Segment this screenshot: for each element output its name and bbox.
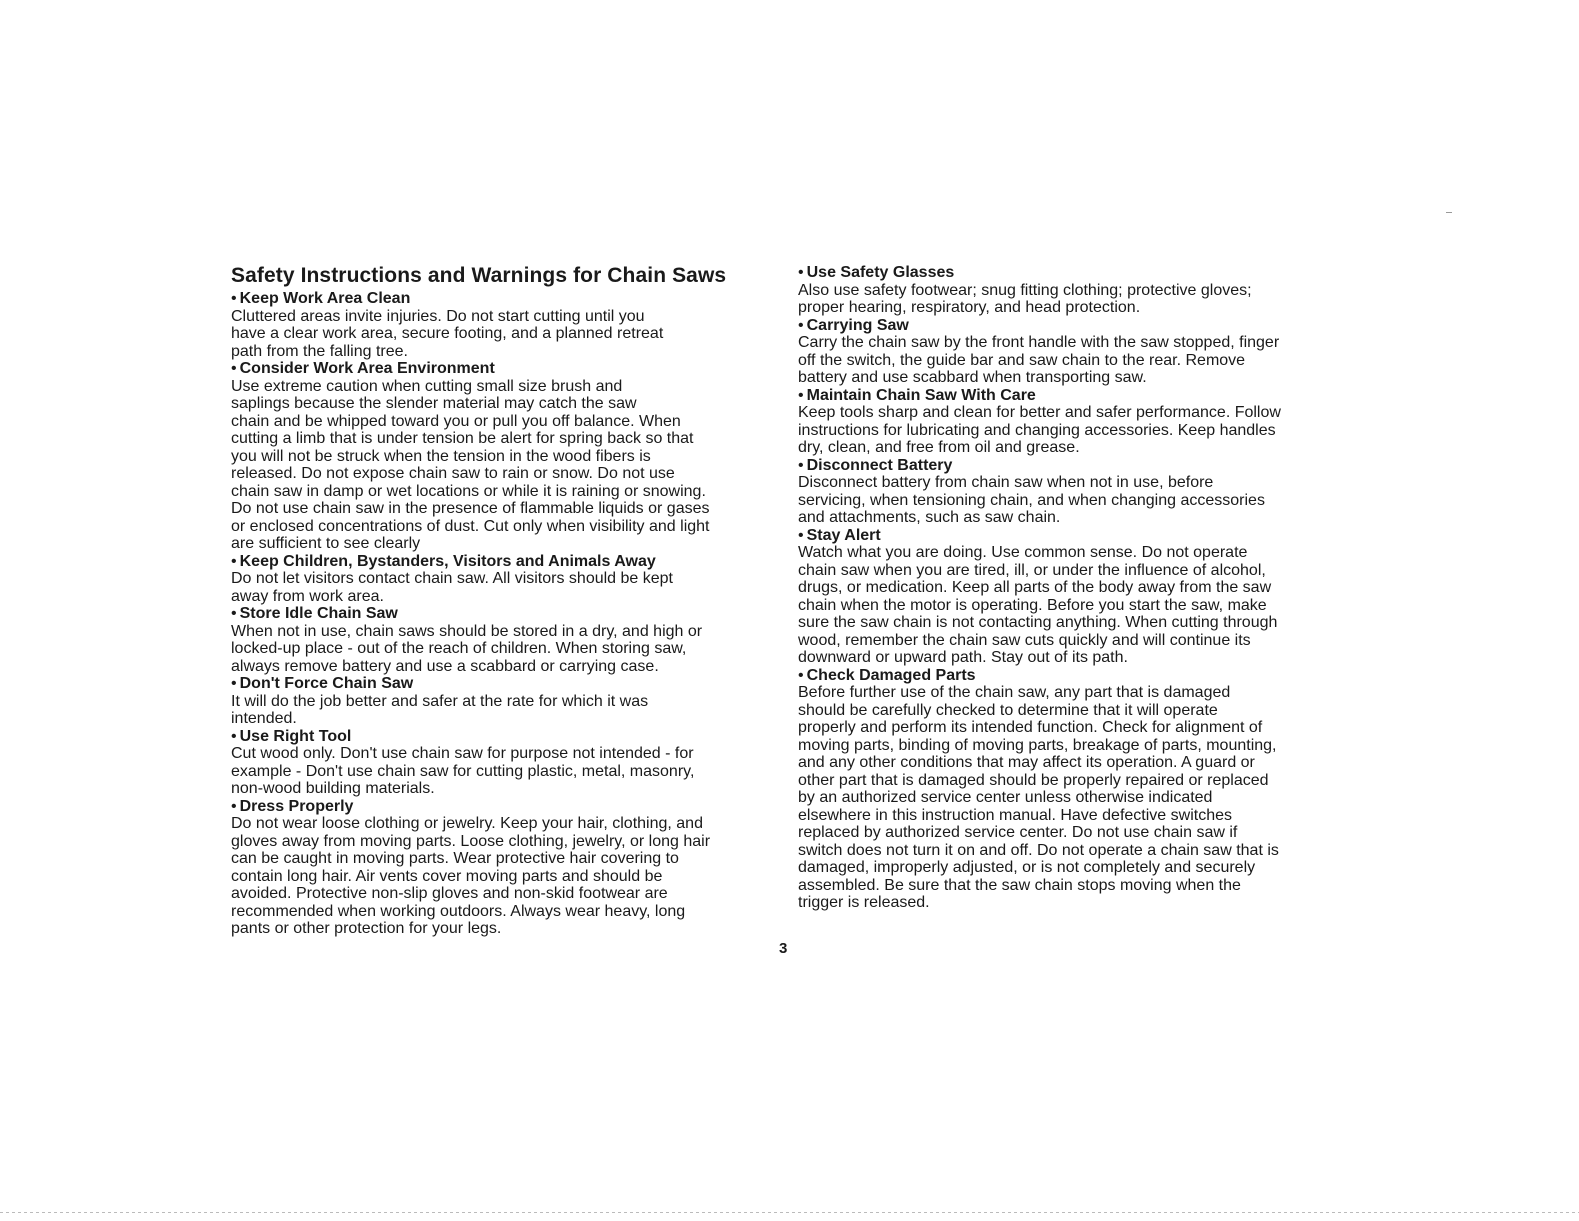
instruction-section	[231, 360, 776, 553]
instruction-section	[798, 317, 1353, 387]
instruction-section	[798, 457, 1353, 527]
section-heading-text: Use Safety Glasses	[806, 264, 955, 281]
bullet-icon: •	[231, 797, 237, 815]
body-line: always remove battery and use a scabbard or carrying case.	[231, 657, 659, 675]
section-heading	[798, 387, 1353, 405]
bullet-icon: •	[231, 605, 237, 622]
section-body	[798, 334, 1353, 387]
body-line: wood, remember the chain saw cuts quickly and will continue its	[798, 631, 1251, 649]
section-heading	[231, 290, 776, 308]
right-sections	[798, 264, 1353, 912]
body-line: Watch what you are doing. Use common sense. Do not operate	[798, 544, 1248, 561]
body-line: Keep tools sharp and clean for better and safer performance. Follow	[798, 404, 1281, 421]
body-line: locked-up place - out of the reach of children. When storing saw,	[231, 640, 687, 657]
body-line: intended.	[231, 710, 297, 727]
section-heading-text: Carrying Saw	[806, 316, 909, 334]
body-line: When not in use, chain saws should be stored in a dry, and high or	[231, 622, 703, 640]
body-line: damaged, improperly adjusted, or is not completely and securely	[798, 859, 1256, 876]
body-line: properly and perform its intended function. Check for alignment of	[798, 719, 1263, 736]
section-heading-text: Disconnect Battery	[806, 456, 953, 474]
body-line: are sufficient to see clearly	[231, 535, 421, 552]
body-line: non-wood building materials.	[231, 780, 435, 797]
section-body	[231, 378, 776, 553]
body-line: servicing, when tensioning chain, and when changing accessories	[798, 491, 1265, 509]
section-heading	[231, 798, 776, 816]
body-line: Do not let visitors contact chain saw. All visitors should be kept	[231, 570, 673, 587]
body-line: assembled. Be sure that the saw chain stops moving when the	[798, 876, 1241, 894]
body-line: Do not use chain saw in the presence of flammable liquids or gases	[231, 500, 710, 517]
body-line: or enclosed concentrations of dust. Cut only when visibility and light	[231, 517, 710, 535]
bullet-icon: •	[231, 360, 237, 377]
right-column	[798, 264, 1353, 912]
body-line: gloves away from moving parts. Loose clothing, jewelry, or long hair	[231, 832, 711, 850]
body-line: contain long hair. Air vents cover moving parts and should be	[231, 867, 663, 885]
instruction-section	[798, 667, 1353, 912]
section-heading-text: Dress Properly	[239, 797, 354, 815]
section-body	[798, 282, 1353, 317]
scan-mark	[1446, 212, 1452, 213]
section-body	[231, 623, 776, 676]
instruction-section	[231, 605, 776, 675]
instruction-section	[231, 728, 776, 798]
section-heading-text: Don't Force Chain Saw	[239, 675, 414, 692]
body-line: replaced by authorized service center. Do not use chain saw if	[798, 824, 1238, 841]
body-line: example - Don't use chain saw for cutting plastic, metal, masonry,	[231, 762, 695, 780]
body-line: should be carefully checked to determine that it will operate	[798, 701, 1218, 719]
section-heading-text: Consider Work Area Environment	[239, 360, 495, 377]
section-body	[231, 815, 776, 938]
section-heading	[231, 675, 776, 693]
left-sections	[231, 290, 776, 938]
left-column	[231, 262, 776, 938]
section-heading	[798, 317, 1353, 335]
bullet-icon: •	[231, 552, 237, 570]
body-line: moving parts, binding of moving parts, breakage of parts, mounting,	[798, 736, 1277, 754]
section-body	[798, 544, 1353, 667]
bullet-icon: •	[231, 727, 237, 745]
section-body	[798, 404, 1353, 457]
bullet-icon: •	[231, 675, 237, 692]
body-line: Cluttered areas invite injuries. Do not start cutting until you	[231, 307, 645, 325]
section-heading-text: Store Idle Chain Saw	[239, 605, 398, 622]
bullet-icon: •	[798, 264, 804, 281]
instruction-section	[798, 387, 1353, 457]
body-line: Disconnect battery from chain saw when not in use, before	[798, 474, 1214, 491]
body-line: Before further use of the chain saw, any part that is damaged	[798, 684, 1231, 701]
instruction-section	[231, 290, 776, 360]
section-heading-text: Keep Children, Bystanders, Visitors and Animals Away	[239, 552, 656, 570]
instruction-section	[798, 264, 1353, 317]
body-line: proper hearing, respiratory, and head protection.	[798, 299, 1141, 316]
section-body	[231, 570, 776, 605]
section-body	[231, 308, 776, 361]
body-line: Carry the chain saw by the front handle with the saw stopped, finger	[798, 334, 1280, 351]
page-number: 3	[779, 940, 788, 957]
bullet-icon: •	[798, 666, 804, 684]
body-line: recommended when working outdoors. Always wear heavy, long	[231, 902, 686, 920]
body-line: chain and be whipped toward you or pull you off balance. When	[231, 412, 681, 430]
body-line: elsewhere in this instruction manual. Have defective switches	[798, 806, 1232, 824]
body-line: path from the falling tree.	[231, 342, 408, 360]
section-heading-text: Maintain Chain Saw With Care	[806, 386, 1036, 404]
body-line: cutting a limb that is under tension be alert for spring back so that	[231, 430, 694, 447]
body-line: can be caught in moving parts. Wear protective hair covering to	[231, 850, 679, 867]
body-line: other part that is damaged should be properly repaired or replaced	[798, 771, 1269, 789]
body-line: Use extreme caution when cutting small size brush and	[231, 377, 623, 395]
section-heading	[231, 605, 776, 623]
body-line: chain when the motor is operating. Before you start the saw, make	[798, 596, 1267, 614]
body-line: chain saw when you are tired, ill, or under the influence of alcohol,	[798, 561, 1266, 579]
instruction-section	[231, 675, 776, 728]
section-heading	[798, 667, 1353, 685]
body-line: pants or other protection for your legs.	[231, 920, 502, 937]
body-line: saplings because the slender material may catch the saw	[231, 395, 637, 412]
section-heading	[798, 457, 1353, 475]
body-line: Cut wood only. Don't use chain saw for purpose not intended - for	[231, 745, 694, 762]
body-line: Do not wear loose clothing or jewelry. Keep your hair, clothing, and	[231, 815, 703, 832]
body-line: by an authorized service center unless otherwise indicated	[798, 789, 1213, 806]
section-body	[798, 474, 1353, 527]
body-line: away from work area.	[231, 587, 384, 605]
section-heading-text: Use Right Tool	[239, 727, 352, 745]
bullet-icon: •	[798, 316, 804, 334]
body-line: off the switch, the guide bar and saw chain to the rear. Remove	[798, 351, 1246, 369]
section-heading	[798, 264, 1353, 282]
body-line: dry, clean, and free from oil and grease.	[798, 439, 1080, 456]
body-line: and any other conditions that may affect its operation. A guard or	[798, 754, 1255, 771]
section-heading-text: Stay Alert	[806, 526, 881, 544]
body-line: downward or upward path. Stay out of its path.	[798, 649, 1128, 666]
section-heading	[231, 553, 776, 571]
body-line: Also use safety footwear; snug fitting clothing; protective gloves;	[798, 281, 1252, 299]
bullet-icon: •	[798, 456, 804, 474]
section-body	[798, 684, 1353, 912]
body-line: sure the saw chain is not contacting anything. When cutting through	[798, 614, 1278, 631]
section-heading	[231, 728, 776, 746]
instruction-section	[798, 527, 1353, 667]
body-line: switch does not turn it on and off. Do not operate a chain saw that is	[798, 841, 1279, 859]
body-line: It will do the job better and safer at the rate for which it was	[231, 692, 649, 710]
bottom-scan-edge	[0, 1212, 1579, 1213]
instruction-section	[231, 553, 776, 606]
section-body	[231, 745, 776, 798]
bullet-icon: •	[798, 526, 804, 544]
section-heading-text: Check Damaged Parts	[806, 666, 976, 684]
body-line: drugs, or medication. Keep all parts of the body away from the saw	[798, 579, 1272, 596]
body-line: have a clear work area, secure footing, and a planned retreat	[231, 325, 664, 342]
body-line: chain saw in damp or wet locations or while it is raining or snowing.	[231, 482, 706, 500]
instruction-section	[231, 798, 776, 938]
body-line: and attachments, such as saw chain.	[798, 509, 1061, 526]
bullet-icon: •	[231, 290, 237, 307]
body-line: released. Do not expose chain saw to rain or snow. Do not use	[231, 465, 675, 482]
page-title: Safety Instructions and Warnings for Chain Saws	[231, 264, 727, 287]
section-body	[231, 693, 776, 728]
section-heading-text: Keep Work Area Clean	[239, 290, 411, 307]
body-line: you will not be struck when the tension in the wood fibers is	[231, 447, 651, 465]
body-line: avoided. Protective non-slip gloves and non-skid footwear are	[231, 885, 668, 902]
bullet-icon: •	[798, 386, 804, 404]
body-line: instructions for lubricating and changing accessories. Keep handles	[798, 421, 1276, 439]
section-heading	[798, 527, 1353, 545]
section-heading	[231, 360, 776, 378]
body-line: battery and use scabbard when transporting saw.	[798, 369, 1147, 386]
body-line: trigger is released.	[798, 894, 930, 911]
